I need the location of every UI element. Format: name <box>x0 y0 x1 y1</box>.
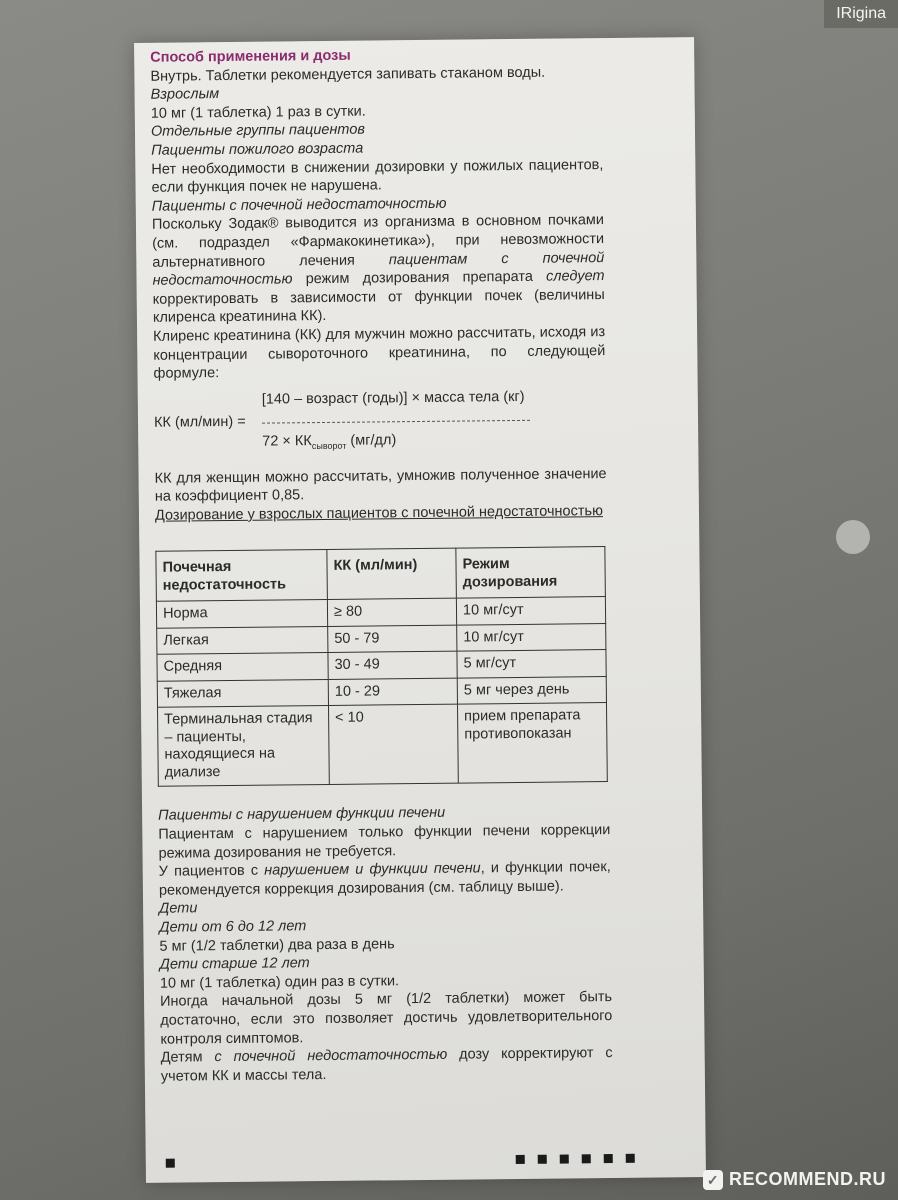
children-6-12-title: Дети от 6 до 12 лет <box>159 918 307 936</box>
renal-text-part3: корректировать в зависимости от функции почек (величины клиренса креатинина КК). <box>152 286 605 327</box>
formula-denominator <box>262 431 396 456</box>
leaflet-page <box>134 37 706 1183</box>
kk-women-text: КК для женщин можно рассчитать, умножив полученное значение на коэффициент 0,85. <box>154 465 607 506</box>
table-cell: 5 мг через день <box>457 677 606 705</box>
children-renal-text <box>161 1044 613 1086</box>
table-header-row <box>156 547 605 602</box>
children-renal-part2: дозу корректируют с учетом КК и массы тела. <box>160 1045 613 1085</box>
renal-text-part2: режим дозирования препарата <box>292 268 547 288</box>
formula-lhs: КК (мл/мин) = <box>153 413 246 431</box>
table-title: Дозирование у взрослых пациентов с почечной недостаточностью <box>154 502 603 524</box>
table-cell: 50 - 79 <box>328 625 457 653</box>
children-12-title: Дети старше 12 лет <box>159 955 310 973</box>
liver-title: Пациенты с нарушением функции печени <box>158 805 446 825</box>
children-renal-italic: с почечной недостаточностью <box>214 1046 448 1066</box>
both-text-italic: нарушением и функции печени <box>264 860 481 879</box>
both-text <box>159 858 611 900</box>
table-cell: 10 - 29 <box>328 678 457 706</box>
children-12-text: 10 мг (1 таблетка) один раз в сутки. <box>159 973 400 992</box>
groups-title: Отдельные группы пациентов <box>150 121 366 141</box>
adults-title: Взрослым <box>150 86 220 103</box>
intro-text: Внутрь. Таблетки рекомендуется запивать стаканом воды. <box>150 64 546 85</box>
table-cell: < 10 <box>328 705 458 785</box>
children-note: Иногда начальной дозы 5 мг (1/2 таблетки) может быть достаточно, если это позволяет достичь удовлетворительного контроля симптомов. <box>160 989 613 1048</box>
background-light-spot <box>836 520 870 554</box>
table-cell: Средняя <box>157 653 328 681</box>
print-mark <box>626 1154 635 1163</box>
children-renal-part1: Детям <box>160 1049 215 1066</box>
renal-text-part1: Поскольку Зодак® выводится из организма в основном почками (см. подраздел «Фармакокинетика»), при невозможности альтернативного лечения <box>151 212 605 271</box>
renal-title: Пациенты с почечной недостаточностью <box>151 195 447 215</box>
liver-text: Пациентам с нарушением только функции печени коррекции режима дозирования не требуется. <box>158 822 611 862</box>
table-cell: 10 мг/сут <box>457 624 606 652</box>
table-cell: Норма <box>156 600 327 628</box>
table-header-cell: Режим дозирования <box>456 547 606 599</box>
formula-den-pre: 72 × КК <box>262 432 312 450</box>
renal-text-italic: пациентам с почечной недостаточностью <box>152 249 605 289</box>
print-marks <box>146 1153 706 1171</box>
table-cell: 30 - 49 <box>328 652 457 680</box>
print-mark <box>166 1159 175 1168</box>
adults-dose: 10 мг (1 таблетка) 1 раз в сутки. <box>150 103 366 122</box>
both-text-part2: , и функции почек, рекомендуется коррекция дозирования (см. таблицу выше). <box>158 859 611 899</box>
watermark-top: IRigina <box>824 0 898 28</box>
table-cell: 5 мг/сут <box>457 650 606 678</box>
after-table-section <box>158 802 613 1086</box>
dosing-table <box>155 547 607 788</box>
elderly-text: Нет необходимости в снижении дозировки у пожилых пациентов, если функция почек не нарушена. <box>151 156 604 196</box>
print-mark <box>560 1154 569 1163</box>
both-text-part1: У пациентов с <box>158 862 265 880</box>
watermark-bottom-text: RECOMMEND.RU <box>729 1169 886 1189</box>
print-mark <box>582 1154 591 1163</box>
formula-den-post: (мг/дл) <box>346 431 397 449</box>
table-cell: Терминальная стадия – пациенты, находящиеся на диализе <box>158 706 330 787</box>
table-cell: ≥ 80 <box>327 599 456 627</box>
children-6-12-text: 5 мг (1/2 таблетки) два раза в день <box>159 935 395 955</box>
table-cell: Легкая <box>157 626 328 654</box>
children-title: Дети <box>159 900 198 918</box>
table-header-cell: КК (мл/мин) <box>327 549 457 600</box>
formula-den-sub: сыворот <box>311 440 347 451</box>
table-header-cell: Почечная недостаточность <box>156 550 328 602</box>
table-cell: Тяжелая <box>157 679 328 707</box>
formula-fraction-line <box>262 420 530 424</box>
kk-men-text: Клиренс креатинина (КК) для мужчин можно рассчитать, исходя из концентрации сывороточного креатинина, по следующей формуле: <box>153 323 606 382</box>
table-row <box>158 703 608 787</box>
watermark-bottom <box>703 1169 886 1190</box>
renal-text <box>152 211 605 327</box>
kk-formula <box>154 385 607 464</box>
print-mark <box>538 1155 547 1164</box>
print-mark <box>604 1154 613 1163</box>
section-heading: Способ применения и дозы <box>150 47 351 66</box>
renal-text-italic2: следует <box>546 268 605 285</box>
print-mark <box>516 1155 525 1164</box>
leaflet-content <box>150 44 613 1086</box>
elderly-title: Пациенты пожилого возраста <box>151 140 364 159</box>
recommend-logo-icon: ✓ <box>703 1170 723 1190</box>
formula-numerator: [140 – возраст (годы)] × масса тела (кг) <box>261 388 525 408</box>
table-cell: прием препарата противопоказан <box>457 703 607 784</box>
table-cell: 10 мг/сут <box>456 597 605 625</box>
